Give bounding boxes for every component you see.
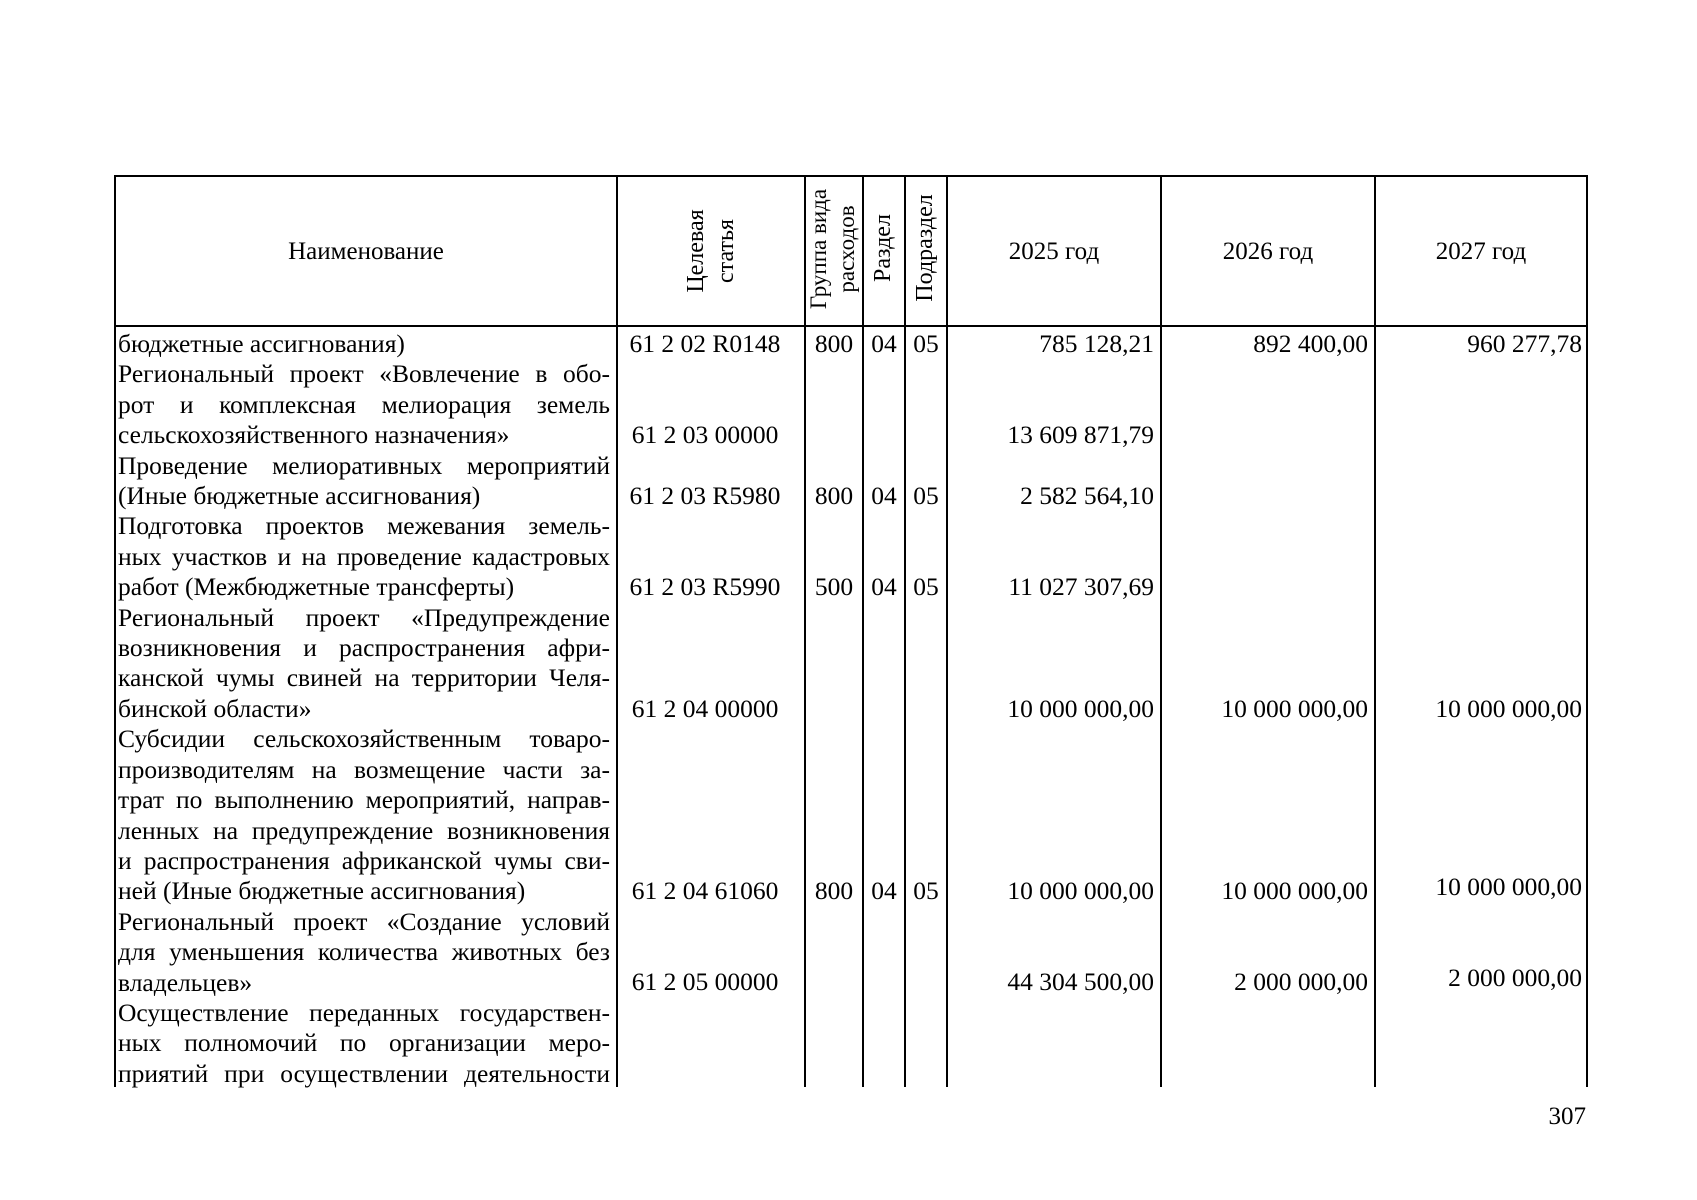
name-line: сельскохозяйственного назначения» [118,420,510,450]
name-line: Региональный проект «Создание условий [118,906,610,936]
row-amount-2025: 2 582 564,10 [1020,481,1154,510]
name-line: ней (Иные бюджетные ассигнования) [118,876,526,906]
row-code: 61 2 04 61060 [631,876,779,905]
row-amount-2027: 960 277,78 [1467,329,1582,358]
header-code: Целевая статья [683,209,739,293]
name-line: бюджетные ассигнования) [118,329,405,358]
name-line: ленных на предупреждение возникновения [118,815,610,845]
row-amount-2027: 10 000 000,00 [1435,872,1582,901]
name-line: канской чумы свиней на территории Челя- [118,663,610,693]
row-razdel: 04 [871,329,897,358]
name-line: (Иные бюджетные ассигнования) [118,481,481,511]
row-amount-2025: 10 000 000,00 [1007,876,1154,905]
row-group: 500 [814,572,854,601]
name-line: Осуществление переданных государствен- [118,997,610,1027]
col-border-razdel [904,175,906,1087]
col-border-name [616,175,618,1087]
header-2027: 2027 год [1435,238,1527,265]
row-razdel: 04 [871,876,897,905]
col-border-left [114,175,116,1087]
row-group: 800 [814,481,854,510]
row-group: 800 [814,329,854,358]
row-amount-2025: 10 000 000,00 [1007,694,1154,723]
header-razdel: Раздел [870,214,896,282]
row-amount-2026: 10 000 000,00 [1221,876,1368,905]
header-group: Группа вида расходов [806,188,859,310]
name-line: владельцев» [118,967,253,997]
name-line: работ (Межбюджетные трансферты) [118,572,515,602]
page-number: 307 [1548,1103,1586,1130]
col-border-podrazdel [946,175,948,1087]
name-line: приятий при осуществлении деятельности [118,1058,610,1088]
row-code: 61 2 05 00000 [631,967,779,996]
header-2026: 2026 год [1222,238,1314,265]
name-column-text [118,329,610,1089]
col-border-group [862,175,864,1087]
name-line: Региональный проект «Вовлечение в обо- [118,359,610,389]
row-amount-2026: 2 000 000,00 [1234,967,1368,996]
name-line: ных полномочий по организации меро- [118,1028,610,1058]
row-razdel: 04 [871,481,897,510]
header-2025: 2025 год [1008,238,1100,265]
row-podrazdel: 05 [913,572,939,601]
row-razdel: 04 [871,572,897,601]
header-bottom-border [114,325,1588,327]
name-line: бинской области» [118,693,312,723]
row-amount-2025: 44 304 500,00 [1007,967,1154,996]
name-line: рот и комплексная мелиорация земель [118,389,610,419]
row-code: 61 2 03 R5980 [629,481,781,510]
col-border-2026 [1374,175,1376,1087]
row-code: 61 2 04 00000 [631,694,779,723]
row-group: 800 [814,876,854,905]
name-line: возникновения и распространения афри- [118,633,610,663]
col-border-2025 [1160,175,1162,1087]
row-amount-2026: 892 400,00 [1253,329,1368,358]
row-code: 61 2 03 R5990 [629,572,781,601]
header-name: Наименование [288,238,444,265]
row-code: 61 2 02 R0148 [629,329,781,358]
name-line: Региональный проект «Предупреждение [118,602,610,632]
col-border-right [1586,175,1588,1087]
row-podrazdel: 05 [913,481,939,510]
row-amount-2025: 785 128,21 [1039,329,1154,358]
row-amount-2025: 11 027 307,69 [1008,572,1154,601]
name-line: Подготовка проектов межевания земель- [118,511,610,541]
name-line: Проведение мелиоративных мероприятий [118,450,610,480]
row-amount-2026: 10 000 000,00 [1221,694,1368,723]
row-podrazdel: 05 [913,329,939,358]
header-podrazdel: Подраздел [912,194,938,302]
name-line: трат по выполнению мероприятий, направ- [118,785,610,815]
name-line: для уменьшения количества животных без [118,937,610,967]
row-amount-2025: 13 609 871,79 [1007,420,1154,449]
name-line: производителям на возмещение части за- [118,754,610,784]
name-line: Субсидии сельскохозяйственным товаро- [118,724,610,754]
name-line: и распространения африканской чумы сви- [118,845,610,875]
row-amount-2027: 10 000 000,00 [1435,694,1582,723]
row-code: 61 2 03 00000 [631,420,779,449]
row-amount-2027: 2 000 000,00 [1448,963,1582,992]
name-line: ных участков и на проведение кадастровых [118,541,610,571]
row-podrazdel: 05 [913,876,939,905]
